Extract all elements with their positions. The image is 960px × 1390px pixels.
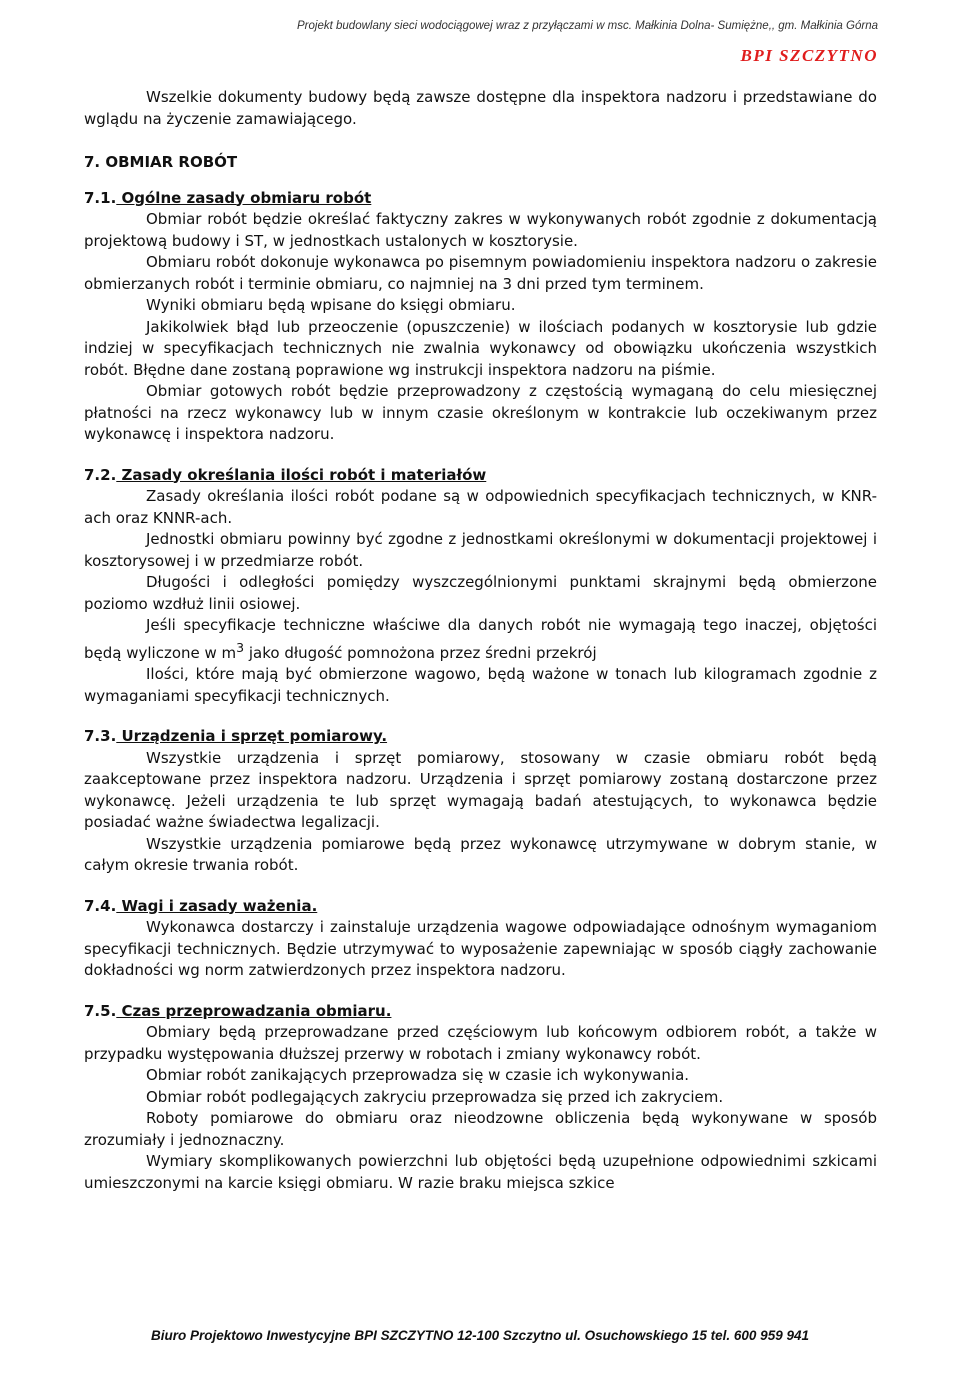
superscript-cubic: 3 — [236, 639, 245, 655]
para-7-5-5: Wymiary skomplikowanych powierzchni lub objętości będą uzupełnione odpowiednimi szkicami umieszczonymi na karcie księgi obmiaru. W razie braku miejsca szkice — [84, 1152, 877, 1192]
heading-7-4-number: 7.4. — [84, 896, 117, 915]
heading-7-1-title: Ogólne zasady obmiaru robót — [116, 188, 372, 207]
heading-7-3 — [84, 726, 877, 748]
para-7-2-5: Ilości, które mają być obmierzone wagowo, będą ważone w tonach lub kilogramach zgodnie z wymaganiami specyfikacji technicznych. — [84, 665, 877, 705]
heading-7-1-number: 7.1. — [84, 188, 117, 207]
heading-7-5-title: Czas przeprowadzania obmiaru. — [116, 1001, 392, 1020]
heading-7-2-number: 7.2. — [84, 465, 117, 484]
para-7-1-5: Obmiar gotowych robót będzie przeprowadzony z częstością wymaganą do celu miesięcznej płatności na rzecz wykonawcy lub w innym czasie określonym w kontrakcie lub oczekiwanym przez wykonawcę i inspektora nadzoru. — [84, 382, 877, 443]
heading-7-4 — [84, 896, 877, 918]
document-body — [84, 87, 877, 1194]
para-7-1-2: Obmiaru robót dokonuje wykonawca po pisemnym powiadomieniu inspektora nadzoru o zakresie obmierzanych robót i terminie obmiaru, co najmniej na 3 dni przed tym terminem. — [84, 253, 877, 293]
para-7-5-4: Roboty pomiarowe do obmiaru oraz nieodzowne obliczenia będą wykonywane w sposób zrozumiały i jednoznaczny. — [84, 1109, 877, 1149]
heading-7-3-title: Urządzenia i sprzęt pomiarowy. — [116, 727, 388, 745]
para-7-5-3: Obmiar robót podlegających zakryciu przeprowadza się przed ich zakryciem. — [146, 1087, 724, 1106]
heading-7-5-number: 7.5. — [84, 1001, 117, 1020]
heading-7-4-title: Wagi i zasady ważenia. — [116, 896, 318, 915]
para-7-2-4 — [84, 615, 877, 664]
para-7-1-3: Wyniki obmiaru będą wpisane do księgi obmiaru. — [146, 296, 516, 314]
section-7-heading: 7. OBMIAR ROBÓT — [84, 153, 238, 171]
para-7-2-2: Jednostki obmiaru powinny być zgodne z jednostkami określonymi w dokumentacji projektowej i kosztorysowej i w przedmiarze robót. — [84, 530, 877, 570]
para-7-1-4: Jakikolwiek błąd lub przeoczenie (opuszczenie) w ilościach podanych w kosztorysie lub gdzie indziej w specyfikacjach technicznych nie zwalnia wykonawcy od obowiązku ukończenia wszystkich robót. Błędne dane zostaną poprawione wg instrukcji inspektora nadzoru na piśmie. — [84, 317, 877, 379]
para-7-4-1: Wykonawca dostarczy i zainstaluje urządzenia wagowe odpowiadające odnośnym wymaganiom specyfikacji technicznych. Będzie utrzymywać to wyposażenie zapewniając w sposób ciągły zachowanie dokładności wg norm zatwierdzonych przez inspektora nadzoru. — [84, 918, 877, 979]
heading-7-1 — [84, 188, 877, 210]
para-7-2-4-text-b: jako długość pomnożona przez średni przekrój — [244, 643, 597, 662]
para-7-5-2: Obmiar robót zanikających przeprowadza się w czasie ich wykonywania. — [146, 1066, 690, 1084]
header-brand-logo: BPI SZCZYTNO — [740, 46, 878, 65]
para-7-2-1: Zasady określania ilości robót podane są w odpowiednich specyfikacjach technicznych, w KNR-ach oraz KNNR-ach. — [84, 487, 877, 527]
para-7-2-3: Długości i odległości pomiędzy wyszczególnionymi punktami skrajnymi będą obmierzone poziomo wzdłuż linii osiowej. — [84, 573, 877, 613]
page-footer: Biuro Projektowo Inwestycyjne BPI SZCZYTNO 12-100 Szczytno ul. Osuchowskiego 15 tel. 600 959 941 — [151, 1328, 809, 1343]
intro-paragraph: Wszelkie dokumenty budowy będą zawsze dostępne dla inspektora nadzoru i przedstawiane do wglądu na życzenie zamawiającego. — [84, 88, 877, 128]
heading-7-2 — [84, 465, 877, 487]
para-7-3-1: Wszystkie urządzenia i sprzęt pomiarowy, stosowany w czasie obmiaru robót będą zaakceptowane przez inspektora nadzoru. Urządzenia i sprzęt pomiarowy zostaną dostarczone przez wykonawcę. Jeżeli urządzenia te lub sprzęt wymagają badań atestujących, to wykonawca będzie posiadać ważne świadectwa legalizacji. — [84, 748, 877, 831]
heading-7-3-number: 7.3. — [84, 727, 117, 745]
heading-7-5 — [84, 1001, 877, 1023]
para-7-5-1: Obmiary będą przeprowadzane przed częściowym lub końcowym odbiorem robót, a także w przypadku występowania dłuższej przerwy w robotach i zmiany wykonawcy robót. — [84, 1023, 877, 1063]
para-7-1-1: Obmiar robót będzie określać faktyczny zakres w wykonywanych robót zgodnie z dokumentacją projektową budowy i ST, w jednostkach ustalonych w kosztorysie. — [84, 210, 877, 250]
para-7-2-4-text-a: Jeśli specyfikacje techniczne właściwe dla danych robót nie wymagają tego inaczej, objętości będą wyliczone w m — [84, 616, 877, 662]
heading-7-2-title: Zasady określania ilości robót i materiałów — [116, 465, 487, 484]
para-7-3-2: Wszystkie urządzenia pomiarowe będą przez wykonawcę utrzymywane w dobrym stanie, w całym okresie trwania robót. — [84, 834, 877, 874]
header-project-title: Projekt budowlany sieci wodociągowej wraz z przyłączami w msc. Małkinia Dolna- Sumiężne,, gm. Małkinia Górna — [297, 20, 878, 32]
